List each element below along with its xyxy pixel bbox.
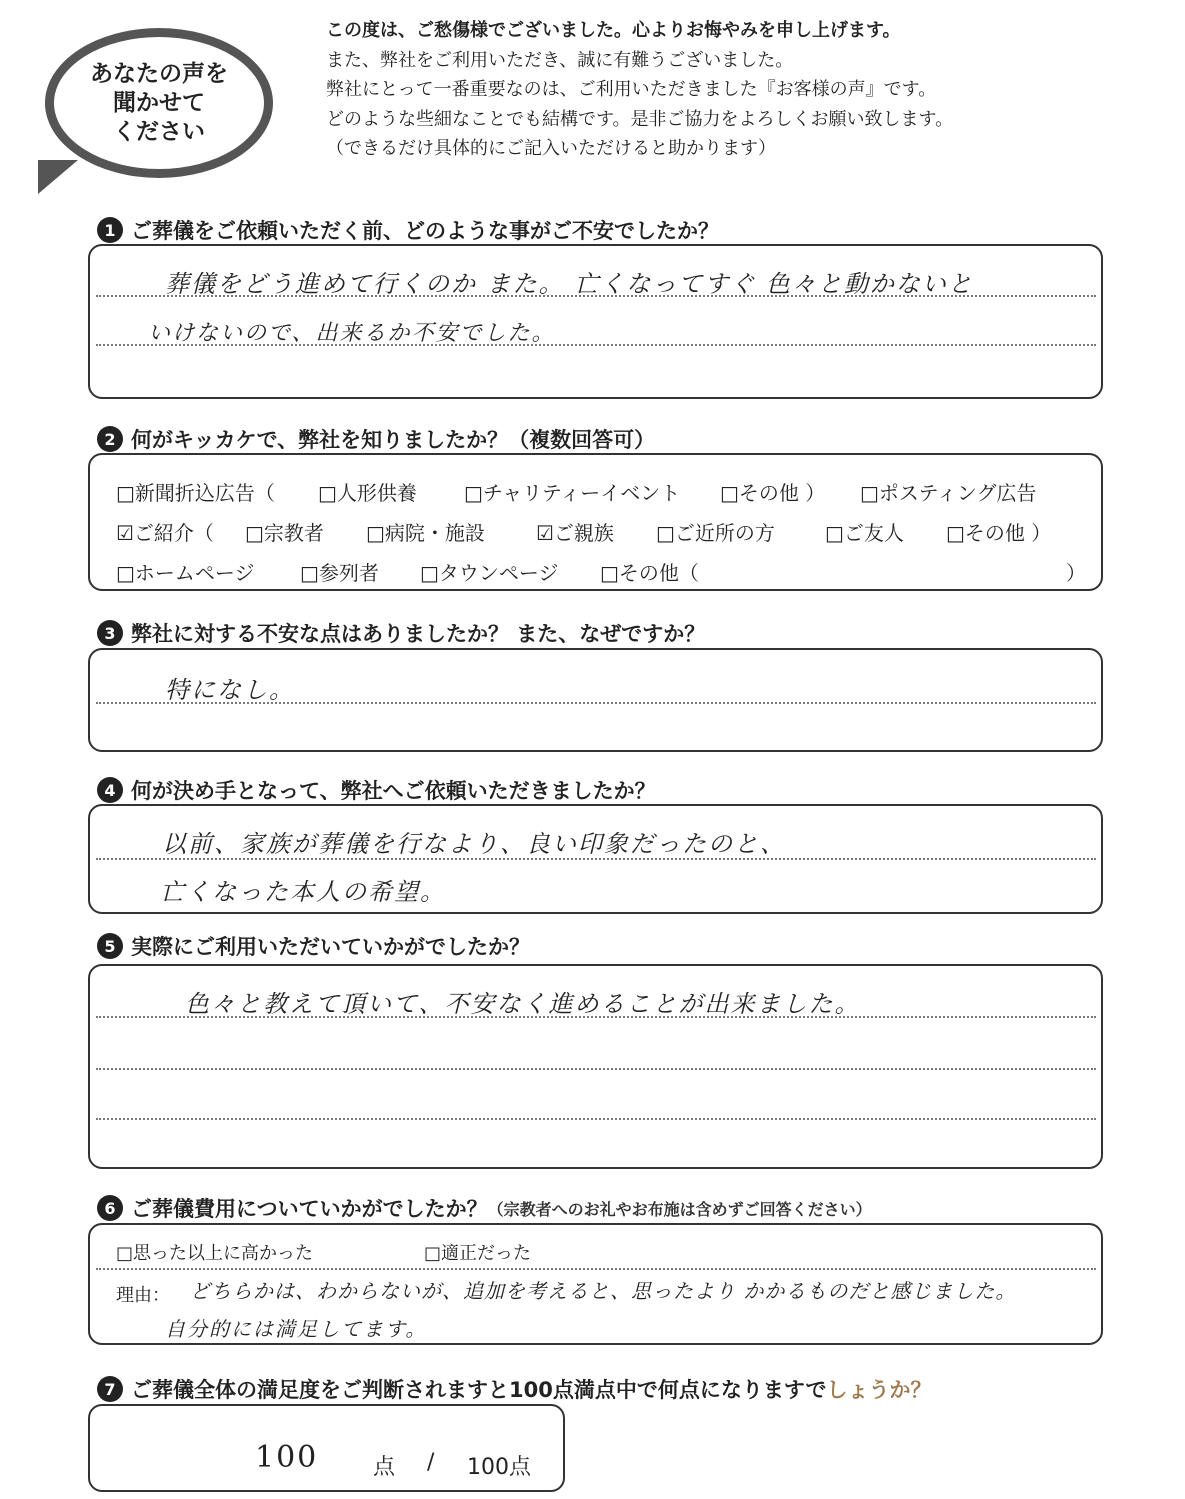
question-number: 2 xyxy=(97,426,123,452)
handwritten-answer: どちらかは、わからないが、追加を考えると、思ったより かかるものだと感じました。 xyxy=(190,1279,1017,1303)
handwritten-answer: 葬儀をどう進めて行くのか また。 亡くなってすぐ 色々と動かないと xyxy=(165,270,974,298)
ruled-line xyxy=(96,1268,1096,1270)
question-text: ご葬儀費用についていかがでしたか？ xyxy=(131,1197,488,1221)
question-text: 弊社に対する不安な点はありましたか？ また、なぜですか？ xyxy=(131,622,706,646)
intro-line: 弊社にとって一番重要なのは、ご利用いただきました『お客様の声』です。 xyxy=(326,79,937,100)
checkbox-friends[interactable]: □ご友人 xyxy=(825,521,904,545)
checkbox-newspaper[interactable]: □新聞折込広告（ xyxy=(116,481,275,505)
checkbox-other-2[interactable]: □その他 ） xyxy=(946,521,1052,545)
question-number: 5 xyxy=(97,933,123,959)
checkbox-relatives[interactable]: ☑ご親族 xyxy=(536,521,614,545)
answer-box-3[interactable] xyxy=(88,648,1103,752)
checkbox-clergy[interactable]: □宗教者 xyxy=(245,521,324,545)
handwritten-answer: いけないので、出来るか不安でした。 xyxy=(148,321,556,346)
question-text: 何がキッカケで、弊社を知りましたか？（複数回答可） xyxy=(131,428,656,452)
handwritten-score: 100 xyxy=(255,1440,319,1475)
speech-bubble-tail xyxy=(38,160,78,194)
checkbox-other-3[interactable]: □その他（ xyxy=(600,561,699,585)
checkbox-posting-ad[interactable]: □ポスティング広告 xyxy=(860,481,1037,505)
handwritten-answer: 自分的には満足してます。 xyxy=(165,1317,428,1341)
question-text: 何が決め手となって、弊社へご依頼いただきましたか？ xyxy=(131,779,656,803)
question-number: 1 xyxy=(97,217,123,243)
checkbox-other-1[interactable]: □その他 ） xyxy=(720,481,826,505)
checkbox-homepage[interactable]: □ホームページ xyxy=(116,561,255,585)
question-note: （宗教者へのお礼やお布施は含めずご回答ください） xyxy=(487,1199,872,1219)
intro-line: どのような些細なことでも結構です。是非ご協力をよろしくお願い致します。 xyxy=(326,108,954,130)
question-6 xyxy=(97,1193,872,1223)
bubble-line: ください xyxy=(113,118,205,145)
checkbox-more-expensive[interactable]: □思った以上に高かった xyxy=(116,1243,314,1264)
question-number: 4 xyxy=(97,777,123,803)
checkbox-charity-event[interactable]: □チャリティーイベント xyxy=(464,481,681,505)
question-1 xyxy=(97,215,719,245)
question-text-tail: しょうか？ xyxy=(826,1378,932,1402)
answer-box-4[interactable] xyxy=(88,804,1103,914)
handwritten-answer: 以前、家族が葬儀を行なより、良い印象だったのと、 xyxy=(162,830,786,858)
checkbox-hospital[interactable]: □病院・施設 xyxy=(366,521,485,545)
question-text: 実際にご利用いただいていかがでしたか？ xyxy=(131,935,530,959)
question-text: ご葬儀をご依頼いただく前、どのような事がご不安でしたか？ xyxy=(131,219,719,243)
checkbox-town-page[interactable]: □タウンページ xyxy=(420,561,559,585)
closing-paren: ） xyxy=(1066,561,1086,585)
handwritten-answer: 亡くなった本人の希望。 xyxy=(160,878,446,906)
options-box xyxy=(88,453,1103,591)
question-3 xyxy=(97,618,705,648)
score-box[interactable] xyxy=(88,1404,565,1492)
question-5 xyxy=(97,931,530,961)
score-slash: / xyxy=(427,1450,435,1475)
question-text: ご葬儀全体の満足度をご判断されますと100点満点中で何点になりますで xyxy=(131,1378,827,1402)
answer-box-1[interactable] xyxy=(88,244,1103,399)
intro-line: この度は、ご愁傷様でございました。心よりお悔やみを申し上げます。 xyxy=(326,20,901,41)
checkbox-doll-memorial[interactable]: □人形供養 xyxy=(318,481,417,505)
ruled-line xyxy=(96,1118,1096,1120)
question-7 xyxy=(97,1374,931,1404)
question-2 xyxy=(97,424,655,454)
ruled-line xyxy=(96,1068,1096,1070)
answer-box-6 xyxy=(88,1223,1103,1345)
intro-line: また、弊社をご利用いただき、誠に有難うございました。 xyxy=(326,49,794,71)
question-4 xyxy=(97,775,656,805)
question-number: 7 xyxy=(97,1376,123,1402)
reason-label: 理由： xyxy=(116,1285,170,1306)
intro-line: （できるだけ具体的にご記入いただけると助かります） xyxy=(326,138,776,159)
bubble-line: 聞かせて xyxy=(113,89,205,116)
handwritten-answer: 特になし。 xyxy=(165,676,295,704)
speech-bubble xyxy=(45,28,273,178)
question-number: 3 xyxy=(97,620,123,646)
checkbox-attendee[interactable]: □参列者 xyxy=(300,561,379,585)
checkbox-neighbors[interactable]: □ご近所の方 xyxy=(656,521,775,545)
answer-box-5[interactable] xyxy=(88,964,1103,1169)
score-max: 100点 xyxy=(467,1455,531,1480)
question-number: 6 xyxy=(97,1195,123,1221)
checkbox-appropriate[interactable]: □適正だった xyxy=(424,1243,532,1264)
intro-text xyxy=(326,16,1166,164)
score-unit: 点 xyxy=(373,1455,396,1480)
handwritten-answer: 色々と教えて頂いて、不安なく進めることが出来ました。 xyxy=(185,990,861,1018)
checkbox-referral[interactable]: ☑ご紹介（ xyxy=(116,521,214,545)
bubble-line: あなたの声を xyxy=(90,60,228,87)
